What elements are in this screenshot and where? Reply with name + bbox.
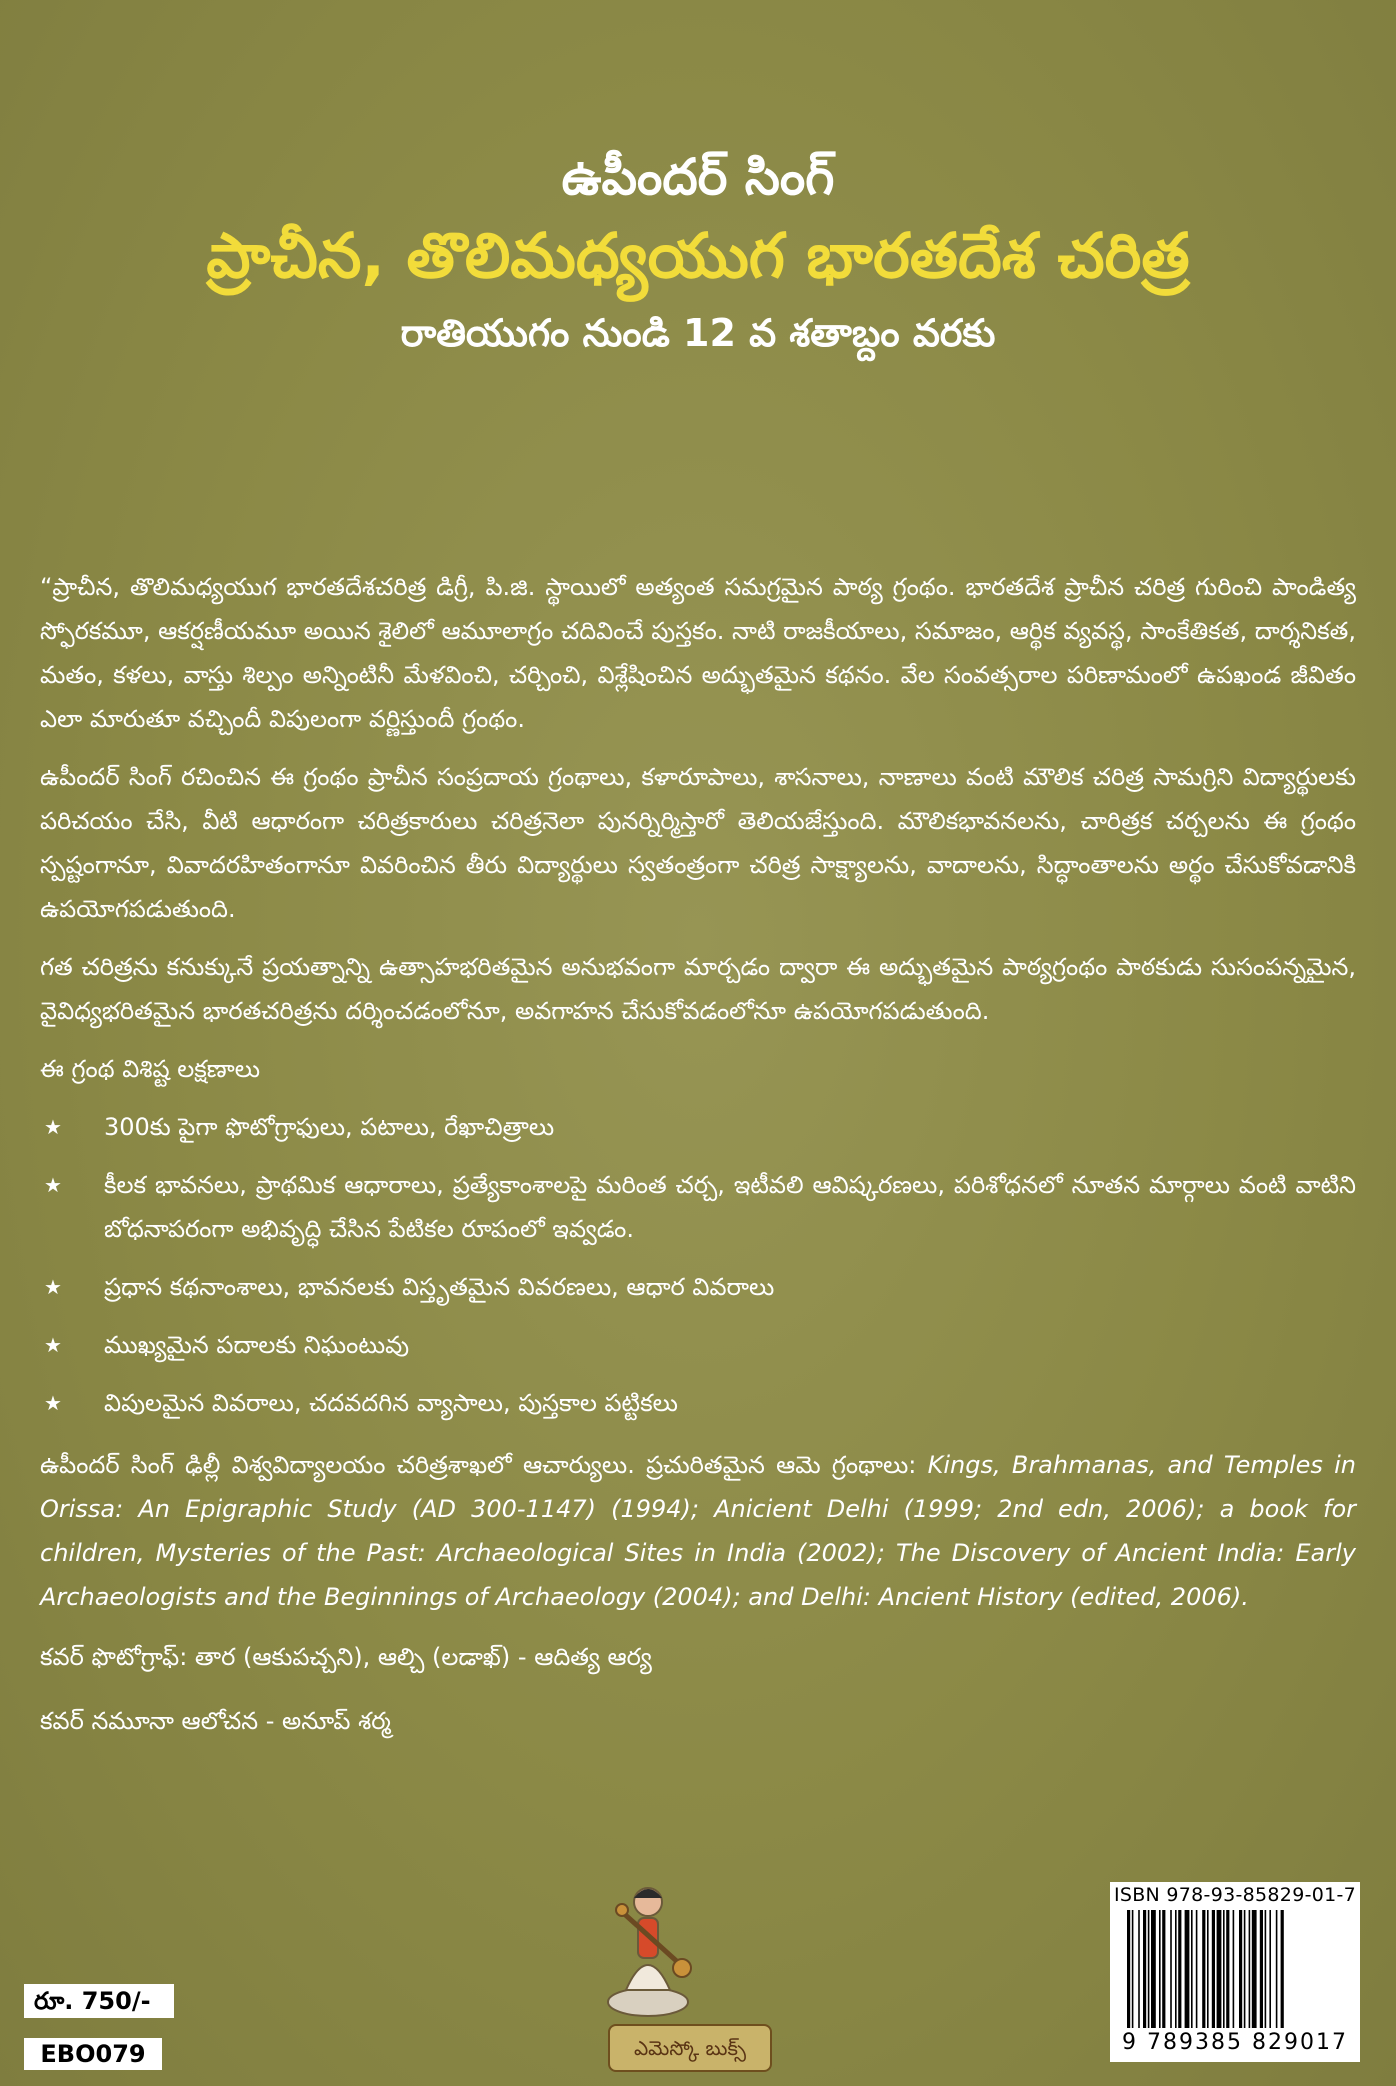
barcode-bar [1202, 1910, 1205, 2028]
author-works: Kings, Brahmanas, and Temples in Orissa: An Epigraphic Study (AD 300-1147) (1994); Anicient Delhi (1999; 2nd edn, 2006); a book for children, Mysteries of the Past: Archaeological Sites in India (2002); The Discovery of Ancient India: Early Archaeologists and the Beginnings of Archaeology (2004); and Delhi: Ancient History (edited, 2006). [40, 1451, 1357, 1611]
barcode-bar [1260, 1910, 1263, 2028]
barcode-bar [1196, 1910, 1198, 2028]
book-subtitle: రాతియుగం నుండి 12 వ శతాబ్దం వరకు [400, 310, 996, 355]
barcode-bar [1185, 1910, 1190, 2028]
feature-item [40, 1105, 1356, 1149]
author-bio [40, 1443, 1356, 1619]
barcode-digits: 9 789385 829017 [1122, 2030, 1348, 2055]
barcode-bar [1217, 1910, 1222, 2028]
barcode-bar [1151, 1910, 1156, 2028]
barcode-bar [1252, 1910, 1257, 2028]
barcode-bar [1170, 1910, 1172, 2028]
feature-text: 300కు పైగా ఫొటోగ్రాఫులు, పటాలు, రేఖాచిత్రాలు [104, 1113, 555, 1141]
feature-text: విపులమైన వివరాలు, చదవదగిన వ్యాసాలు, పుస్తకాల పట్టికలు [104, 1389, 678, 1417]
product-code: EBO079 [24, 2038, 162, 2070]
barcode-bar [1191, 1910, 1193, 2028]
isbn-number: ISBN 978-93-85829-01-7 [1113, 1884, 1357, 1906]
barcode-bar [1226, 1910, 1229, 2028]
barcode-bar [1233, 1910, 1235, 2028]
features-heading: ఈ గ్రంథ విశిష్ట లక్షణాలు [40, 1055, 261, 1083]
barcode-bar [1212, 1910, 1215, 2028]
blurb-paragraph-2: ఉపీందర్ సింగ్ రచించిన ఈ గ్రంథం ప్రాచీన సంప్రదాయ గ్రంథాలు, కళారూపాలు, శాసనాలు, నాణాలు వంటి మౌలిక చరిత్ర సామగ్రిని విద్యార్థులకు పరిచయం చేసి, వీటి ఆధారంగా చరిత్రకారులు చరిత్రనెలా పునర్నిర్మిస్తారో తెలియజేస్తుంది. మౌలికభావనలను, చారిత్రక చర్చలను ఈ గ్రంథం స్పష్టంగానూ, వివాదరహితంగానూ వివరించిన తీరు విద్యార్థులు స్వతంత్రంగా చరిత్ర సాక్ష్యాలను, వాదాలను, సిద్ధాంతాలను అర్థం చేసుకోవడానికి ఉపయోగపడుతుంది. [40, 763, 1356, 923]
feature-text: ప్రధాన కథనాంశాలు, భావనలకు విస్తృతమైన వివరణలు, ఆధార వివరాలు [104, 1273, 775, 1301]
barcode-bar [1239, 1910, 1242, 2028]
barcode-bar [1132, 1910, 1134, 2028]
barcode-bar [1143, 1910, 1146, 2028]
star-icon: ★ [44, 1333, 62, 1357]
feature-text: కీలక భావనలు, ప్రాథమిక ఆధారాలు, ప్రత్యేకాంశాలపై మరింత చర్చ, ఇటీవలి ఆవిష్కరణలు, పరిశోధనలో నూతన మార్గాలు వంటి వాటిని బోధనాపరంగా అభివృద్ధి చేసిన పేటికల రూపంలో ఇవ్వడం. [104, 1171, 1356, 1243]
barcode-bar [1127, 1910, 1130, 2028]
blurb-paragraph-1: “ప్రాచీన, తొలిమధ్యయుగ భారతదేశచరిత్ర డిగ్రీ, పి.జి. స్థాయిలో అత్యంత సమగ్రమైన పాఠ్య గ్రంథం. భారతదేశ ప్రాచీన చరిత్ర గురించి పాండిత్య స్ఫోరకమూ, ఆకర్షణీయమూ అయిన శైలిలో ఆమూలాగ్రం చదివించే పుస్తకం. నాటి రాజకీయాలు, సమాజం, ఆర్థిక వ్యవస్థ, సాంకేతికత, దార్శనికత, మతం, కళలు, వాస్తు శిల్పం అన్నింటినీ మేళవించి, చర్చించి, విశ్లేషించిన అద్భుతమైన కథనం. వేల సంవత్సరాల పరిణామంలో ఉపఖండ జీవితం ఎలా మారుతూ వచ్చిందీ విపులంగా వర్ణిస్తుందీ గ్రంథం. [40, 573, 1356, 733]
barcode-bar [1265, 1910, 1267, 2028]
isbn-barcode-block [1110, 1882, 1360, 2062]
book-title: ప్రాచీన, తొలిమధ్యయుగ భారతదేశ చరిత్ర [206, 219, 1190, 292]
price-label: రూ. 750/- [24, 1984, 174, 2018]
barcode-bar [1178, 1910, 1181, 2028]
feature-item [40, 1381, 1356, 1425]
cover-header [0, 150, 1396, 365]
barcode-bar [1138, 1910, 1140, 2028]
barcode-bar [1276, 1910, 1278, 2028]
barcode-bar [1175, 1910, 1177, 2028]
feature-item [40, 1163, 1356, 1251]
author-bio-text: ఉపీందర్ సింగ్ ఢిల్లీ విశ్వవిద్యాలయం చరిత్రశాఖలో ఆచార్యులు. ప్రచురితమైన ఆమె గ్రంథాలు: [40, 1451, 928, 1479]
author-name: ఉపీందర్ సింగ్ [561, 148, 835, 206]
publisher-name: ఎమెస్కో బుక్స్ [608, 2024, 772, 2072]
star-icon: ★ [44, 1115, 62, 1139]
star-icon: ★ [44, 1275, 62, 1299]
barcode-bar [1159, 1910, 1161, 2028]
barcode-bar [1223, 1910, 1225, 2028]
barcode-bar [1269, 1910, 1271, 2028]
barcode-bar [1207, 1910, 1209, 2028]
barcode-bar [1249, 1910, 1251, 2028]
barcode-bar [1281, 1910, 1284, 2028]
barcode-bar [1162, 1910, 1165, 2028]
feature-text: ముఖ్యమైన పదాలకు నిఘంటువు [104, 1331, 410, 1359]
feature-item [40, 1265, 1356, 1309]
blurb-paragraph-3: గత చరిత్రను కనుక్కునే ప్రయత్నాన్ని ఉత్సాహభరితమైన అనుభవంగా మార్చడం ద్వారా ఈ అద్భుతమైన పాఠ్యగ్రంథం పాఠకుడు సుసంపన్నమైన, వైవిధ్యభరితమైన భారతచరిత్రను దర్శించడంలోనూ, అవగాహన చేసుకోవడంలోనూ ఉపయోగపడుతుంది. [40, 953, 1356, 1025]
feature-item [40, 1323, 1356, 1367]
star-icon: ★ [44, 1173, 62, 1197]
cover-photo-credit: కవర్ ఫొటోగ్రాఫ్: తార (ఆకుపచ్చని), ఆల్చి (లడాఖ్) - ఆదిత్య ఆర్య [40, 1643, 652, 1671]
cover-design-credit: కవర్ నమూనా ఆలోచన - అనూప్ శర్మ [40, 1707, 391, 1735]
barcode-bar [1244, 1910, 1246, 2028]
barcode-icon [1123, 1910, 1347, 2028]
blurb [40, 565, 1356, 1763]
star-icon: ★ [44, 1391, 62, 1415]
barcode-bar [1148, 1910, 1150, 2028]
